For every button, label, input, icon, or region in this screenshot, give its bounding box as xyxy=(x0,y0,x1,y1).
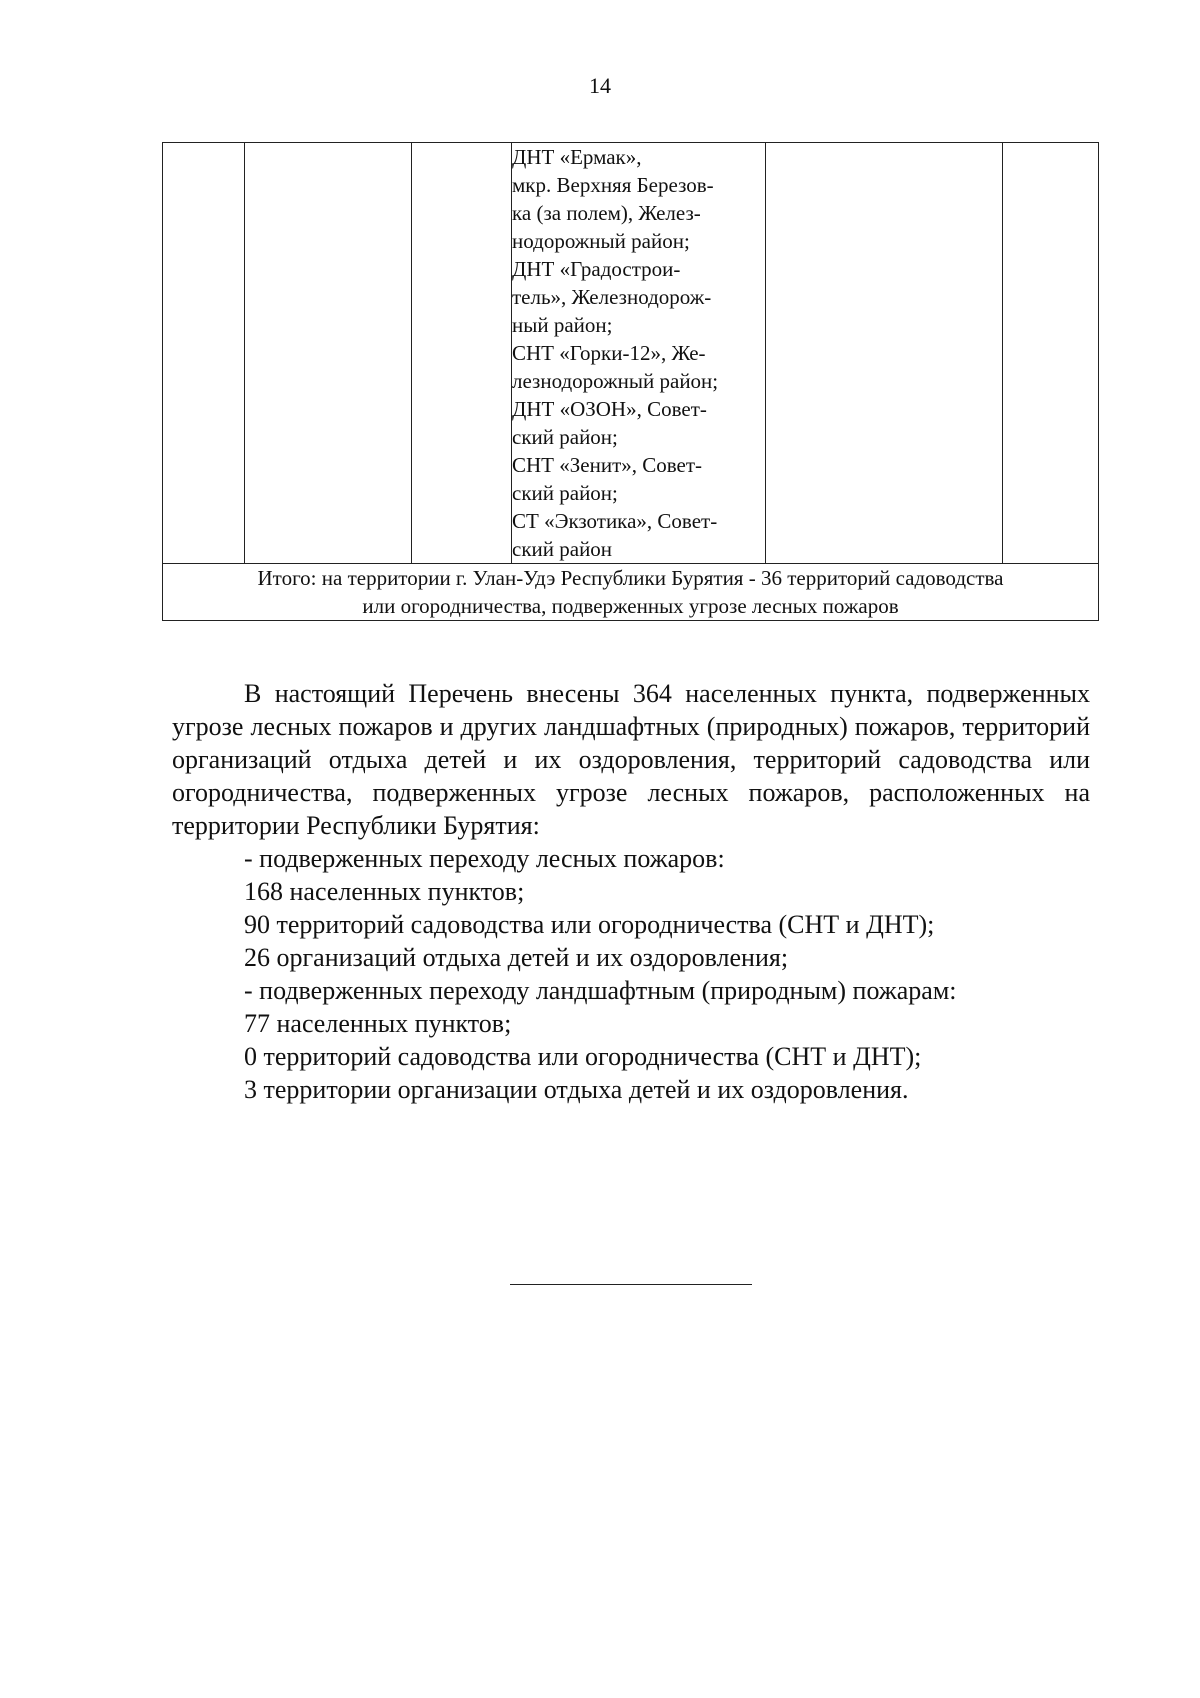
territory-line: ский район; xyxy=(512,425,618,449)
list-item: - подверженных переходу лесных пожаров: xyxy=(244,844,725,873)
table-cell-empty xyxy=(245,143,412,564)
list-item: 3 территории организации отдыха детей и их оздоровления. xyxy=(244,1075,909,1104)
list-item: 90 территорий садоводства или огородничества (СНТ и ДНТ); xyxy=(244,910,935,939)
list-item: 168 населенных пунктов; xyxy=(244,877,525,906)
table-cell-empty xyxy=(1003,143,1099,564)
summary-paragraph: В настоящий Перечень внесены 364 населенных пункта, подверженных угрозе лесных пожаров и других ландшафтных (природных) пожаров, территорий организаций отдыха детей и их оздоровления, территорий садоводства или огородничества, подверженных угрозе лесных пожаров, расположенных на территории Республики Бурятия: xyxy=(172,679,1090,840)
table-cell-empty xyxy=(766,143,1003,564)
territory-line: ДНТ «Градострои- xyxy=(512,257,681,281)
territory-line: лезнодорожный район; xyxy=(512,369,719,393)
territory-line: мкр. Верхняя Березов- xyxy=(512,173,714,197)
territory-line: ный район; xyxy=(512,313,613,337)
table-cell-empty xyxy=(163,143,245,564)
territory-table xyxy=(162,142,1099,621)
total-line: или огородничества, подверженных угрозе лесных пожаров xyxy=(362,594,899,618)
territory-line: нодорожный район; xyxy=(512,229,690,253)
total-line: Итого: на территории г. Улан-Удэ Республики Бурятия - 36 территорий садоводства xyxy=(257,566,1004,590)
list-item: 77 населенных пунктов; xyxy=(244,1009,512,1038)
list-item: 0 территорий садоводства или огородничества (СНТ и ДНТ); xyxy=(244,1042,922,1071)
table-total-row xyxy=(163,564,1099,621)
territory-list-cell xyxy=(512,143,766,564)
territory-line: ский район xyxy=(512,537,613,561)
closing-rule-divider xyxy=(510,1284,752,1285)
list-item: - подверженных переходу ландшафтным (природным) пожарам: xyxy=(244,976,957,1005)
territory-line: ка (за полем), Желез- xyxy=(512,201,701,225)
page-number: 14 xyxy=(589,73,611,98)
territory-line: СНТ «Зенит», Совет- xyxy=(512,453,703,477)
territory-line: тель», Железнодорож- xyxy=(512,285,712,309)
list-item: 26 организаций отдыха детей и их оздоровления; xyxy=(244,943,789,972)
table-row xyxy=(163,143,1099,564)
total-cell xyxy=(163,564,1099,621)
territory-line: ский район; xyxy=(512,481,618,505)
table-cell-empty xyxy=(412,143,512,564)
territory-line: ДНТ «ОЗОН», Совет- xyxy=(512,397,707,421)
territory-line: СНТ «Горки-12», Же- xyxy=(512,341,706,365)
territory-line: ДНТ «Ермак», xyxy=(512,145,642,169)
summary-section xyxy=(172,677,1090,1106)
territory-line: СТ «Экзотика», Совет- xyxy=(512,509,718,533)
